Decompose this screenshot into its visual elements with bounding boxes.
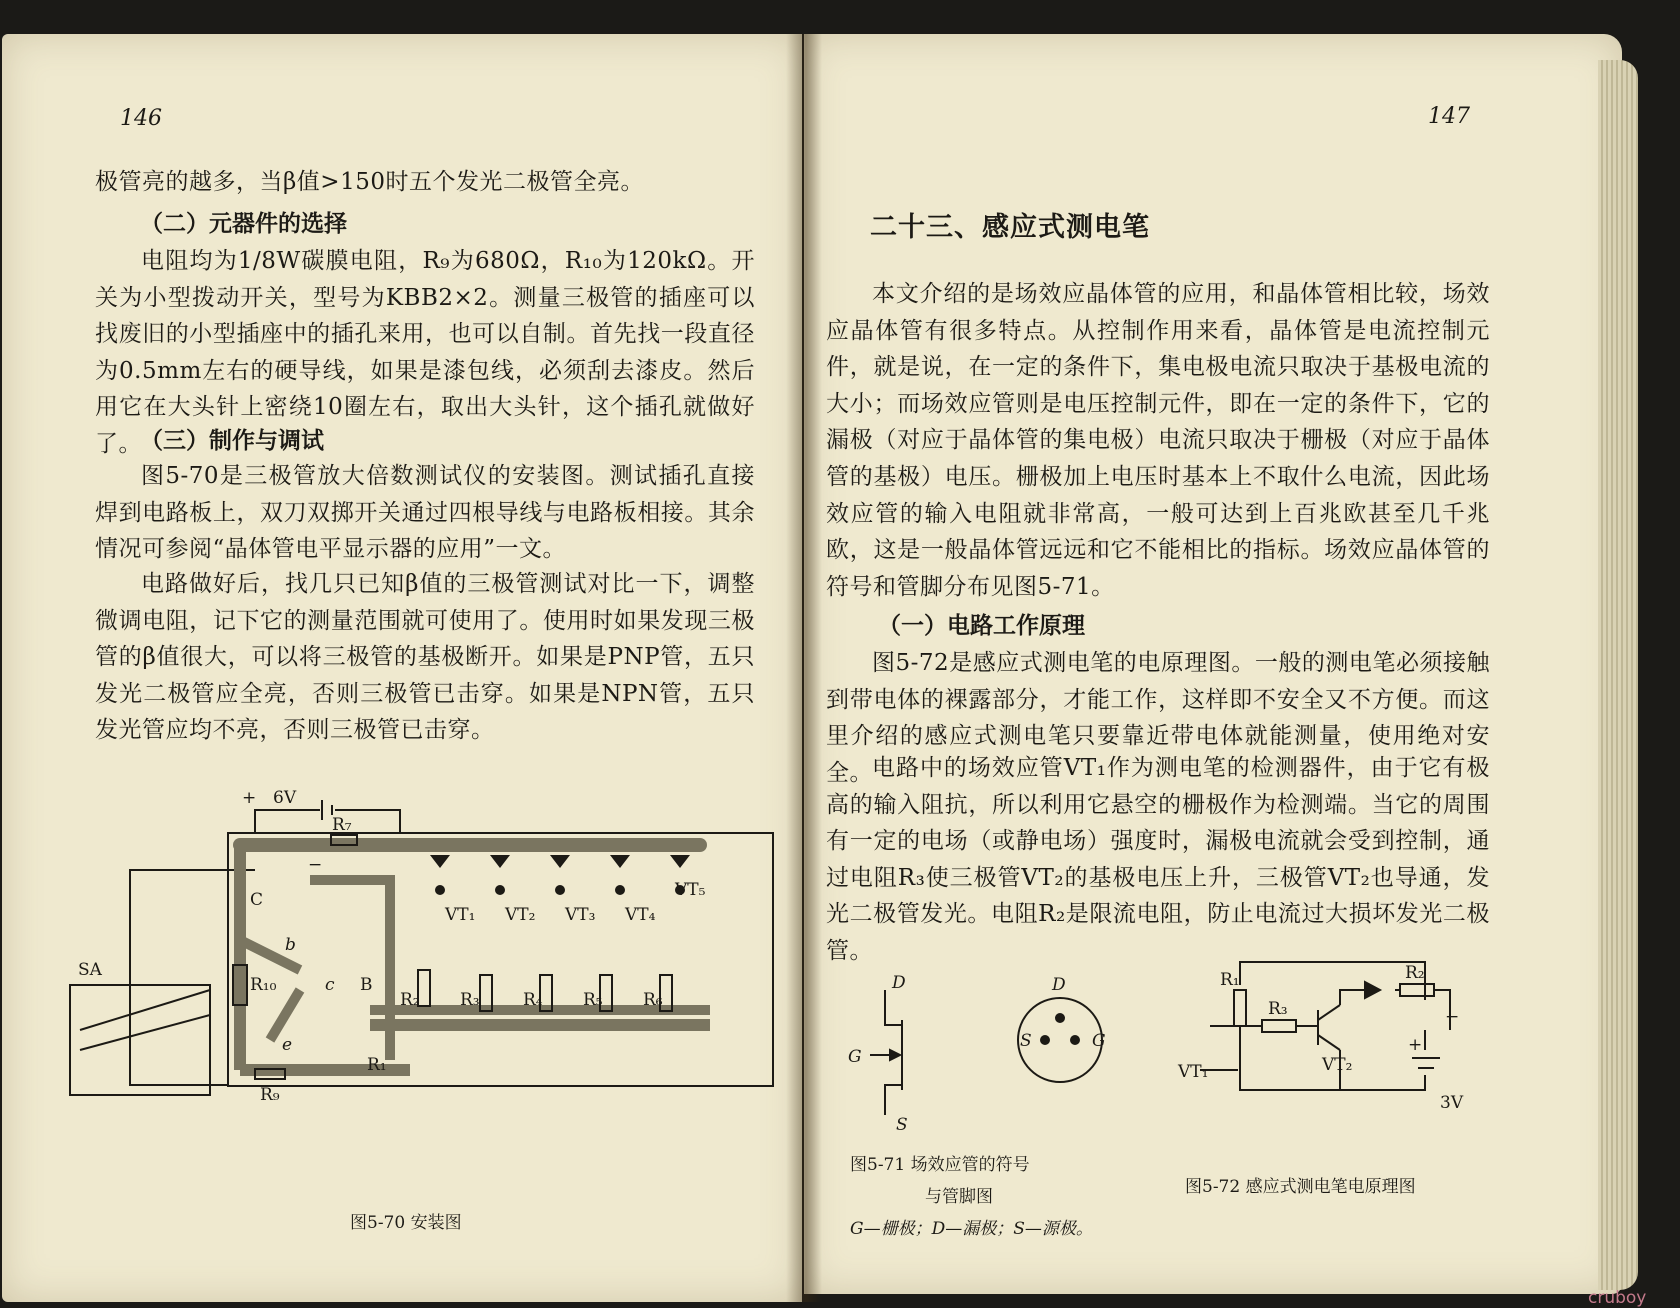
fig72-label-r1: R₁ <box>1220 970 1240 990</box>
fig70-label-e: e <box>282 1035 293 1055</box>
fig71-pin-d: D <box>1052 975 1066 995</box>
article-title: 二十三、感应式测电笔 <box>870 212 1150 243</box>
fig70-label-b: b <box>285 935 296 955</box>
fig72-label-vt2: VT₂ <box>1322 1055 1353 1075</box>
fig70-label-r4: R₄ <box>523 990 543 1010</box>
figure-5-72-schematic <box>1150 950 1480 1140</box>
fig70-label-r9: R₉ <box>260 1085 280 1105</box>
figure-5-72-caption: 图5-72 感应式测电笔电原理图 <box>1185 1177 1416 1197</box>
carry-line: 极管亮的越多，当β值>150时五个发光二极管全亮。 <box>95 169 644 195</box>
fig70-label-battery: 6V <box>273 788 297 808</box>
fig70-label-r10: R₁₀ <box>250 975 277 995</box>
fig70-label-plus: + <box>242 788 257 808</box>
fig70-label-vt5: VT₅ <box>675 880 706 900</box>
fig71-pin-s: S <box>1020 1031 1032 1051</box>
fig70-label-vt2: VT₂ <box>505 905 536 925</box>
assembly-paragraph-1: 图5-70是三极管放大倍数测试仪的安装图。测试插孔直接焊到电路板上，双刀双掷开关通过四根导线与电路板相接。其余情况可参阅“晶体管电平显示器的应用”一文。 <box>95 463 755 563</box>
fig70-label-r6: R₆ <box>643 990 663 1010</box>
fig70-label-r7: R₇ <box>332 815 352 835</box>
fig71-label-g: G <box>848 1047 862 1067</box>
fig70-label-r3: R₃ <box>460 990 480 1010</box>
figure-5-71-fet-symbol <box>830 970 1150 1140</box>
fig70-label-r5: R₅ <box>583 990 603 1010</box>
fig72-label-r2: R₂ <box>1405 963 1425 983</box>
fig70-label-vt4: VT₄ <box>625 905 656 925</box>
figure-5-70-assembly-diagram <box>60 780 780 1160</box>
fig72-label-r3: R₃ <box>1268 999 1288 1019</box>
figure-5-70-caption: 图5-70 安装图 <box>350 1213 462 1233</box>
fig71-label-d: D <box>892 973 906 993</box>
fig72-label-vt1: VT₁ <box>1178 1062 1209 1082</box>
intro-paragraph: 本文介绍的是场效应晶体管的应用，和晶体管相比较，场效应晶体管有很多特点。从控制作用来看，晶体管是电流控制元件，就是说，在一定的条件下，集电极电流只取决于基极电流的大小；而场效应管则是电压控制元件，即在一定的条件下，它的漏极（对应于晶体管的集电极）电流只取决于栅极（对应于晶体管的基极）电压。栅极加上电压时基本上不取什么电流，因此场效应管的输入电阻就非常高，一般可达到上百兆欧甚至几千兆欧，这是一般晶体管远远和它不能相比的指标。场效应晶体管的符号和管脚分布见图5-71。 <box>826 281 1490 600</box>
fig70-label-B: B <box>360 975 373 995</box>
assembly-paragraph-2: 电路做好后，找几只已知β值的三极管测试对比一下，调整微调电阻，记下它的测量范围就可使用了。使用时如果发现三极管的β值很大，可以将三极管的基极断开。如果是PNP管，五只发光二极管应全亮，否则三极管已击穿。如果是NPN管，五只发光管应均不亮，否则三极管已击穿。 <box>95 571 755 744</box>
fig72-label-plus: + <box>1408 1035 1423 1055</box>
transistor-groups <box>430 855 690 895</box>
watermark: cruboy <box>1588 1288 1647 1308</box>
page-number-left: 146 <box>120 106 162 131</box>
figure-5-71-caption-line2: 与管脚图 <box>925 1187 993 1207</box>
figure-5-71-caption-line1: 图5-71 场效应管的符号 <box>850 1155 1030 1175</box>
page-edges <box>1598 60 1638 1290</box>
fig70-label-vt1: VT₁ <box>445 905 476 925</box>
fig70-label-vt3: VT₃ <box>565 905 596 925</box>
fig70-label-r2: R₂ <box>400 990 420 1010</box>
fig70-label-r1: R₁ <box>367 1055 387 1075</box>
fig70-label-switch: SA <box>78 960 102 980</box>
principle-paragraph-2: 电路中的场效应管VT₁作为测电笔的检测器件，由于它有极高的输入阻抗，所以利用它悬空的栅极作为检测端。当它的周围有一定的电场（或静电场）强度时，漏极电流就会受到控制，通过电阻R₃使三极管VT₂的基极电压上升，三极管VT₂也导通，发光二极管发光。电阻R₂是限流电阻，防止电流过大损坏发光二极管。 <box>826 755 1490 964</box>
page-number-right: 147 <box>1428 104 1470 129</box>
section-heading-components: （二）元器件的选择 <box>140 210 347 237</box>
fig72-label-minus: − <box>1445 1007 1460 1027</box>
components-paragraph: 电阻均为1/8W碳膜电阻，R₉为680Ω，R₁₀为120kΩ。开关为小型拨动开关，型号为KBB2×2。测量三极管的插座可以找废旧的小型插座中的插孔来用，也可以自制。首先找一段直径为0.5mm左右的硬导线，如果是漆包线，必须刮去漆皮。然后用它在大头针上密绕10圈左右，取出大头针，这个插孔就做好了。 <box>95 248 755 457</box>
fig70-label-c-small: c <box>325 975 335 995</box>
fig72-label-voltage: 3V <box>1440 1093 1464 1113</box>
fig71-pin-g: G <box>1092 1031 1106 1051</box>
section-heading-assembly: （三）制作与调试 <box>140 427 324 454</box>
book-gutter <box>786 34 822 1302</box>
fig71-label-s: S <box>896 1115 908 1135</box>
principle-paragraph-1: 图5-72是感应式测电笔的电原理图。一般的测电笔必须接触到带电体的裸露部分，才能工作，这样即不安全又不方便。而这里介绍的感应式测电笔只要靠近带电体就能测量，使用绝对安全。 <box>826 650 1490 786</box>
resistor-bodies <box>233 835 672 1079</box>
section-heading-principle: （一）电路工作原理 <box>878 612 1085 639</box>
fig70-label-minus: − <box>308 855 323 875</box>
figure-5-71-legend: G—栅极；D—漏极；S—源极。 <box>850 1219 1093 1239</box>
fig70-label-c: C <box>250 890 264 910</box>
